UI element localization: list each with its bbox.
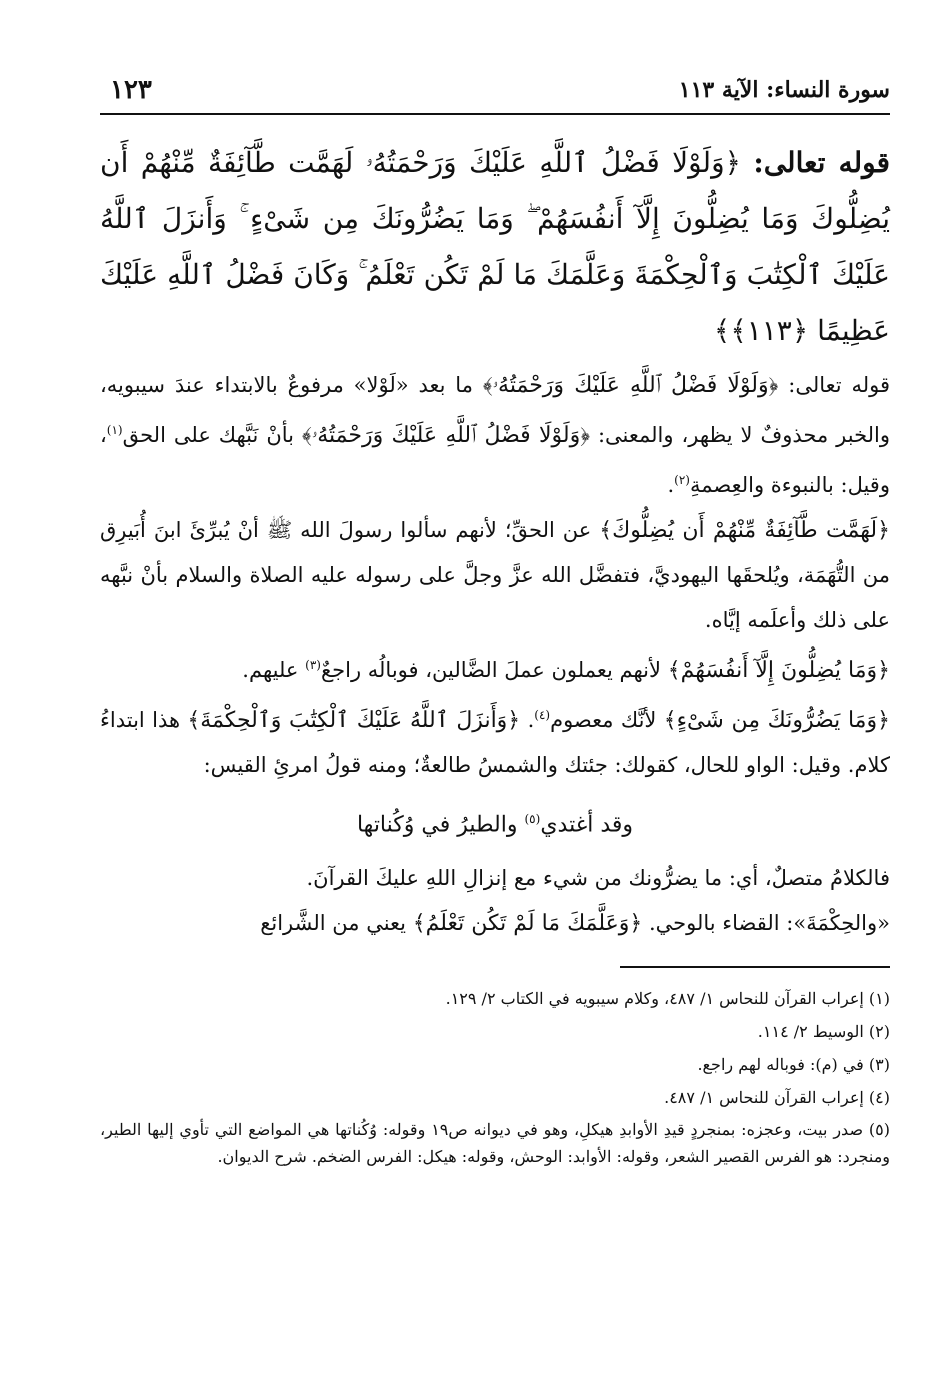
text: «والحِكْمَةَ»: القضاء بالوحي. — [648, 911, 890, 936]
footnote-ref[interactable]: (٢) — [674, 473, 690, 487]
header-rule — [100, 113, 890, 115]
quran-quote: ﴿وَأَنزَلَ ٱللَّهُ عَلَيْكَ ٱلْكِتَٰبَ وَٱلْحِكْمَةَ﴾ — [187, 708, 521, 733]
footnote-ref[interactable]: (٥) — [524, 812, 541, 826]
page — [100, 55, 890, 1170]
text: عن الحقِّ؛ لأنهم سألوا رسولَ الله ﷺ أنْ يُبرِّئَ ابنَ أُبَيرِق من التُّهَمَة، ويُلحقَها اليهوديَّ، فتفضَّل الله عزَّ وجلَّ على رسوله عليه الصلاة والسلام بأنْ نبَّهه على ذلك وأعلَمه إيَّاه. — [100, 518, 890, 632]
page-number: ١٢٣ — [110, 75, 152, 105]
quran-quote: ﴿وَمَا يُضِلُّونَ إِلَّآ أَنفُسَهُمْ﴾ — [667, 658, 890, 683]
text: لأنهم يعملون عملَ الضَّالين، فوبالُه راجعٌ — [320, 658, 661, 682]
verse-lead: قوله تعالى: — [753, 146, 890, 179]
verse-block — [100, 135, 890, 359]
paragraph-5: فالكلامُ متصلٌ، أي: ما يضرُّونك من شيء مع إنزالِ اللهِ عليكَ القرآنَ. — [306, 866, 890, 891]
paragraph-4 — [100, 693, 890, 788]
quran-quote: ﴿وَعَلَّمَكَ مَا لَمْ تَكُن تَعْلَمُ﴾ — [412, 911, 643, 937]
footnote-4: (٤) إعراب القرآن للنحاس ١/ ٤٨٧. — [664, 1088, 890, 1108]
footnote-5: (٥) صدر بيت، وعجزه: بمنجردٍ قيدِ الأوابدِ هيكلِ، وهو في ديوانه ص١٩ وقوله: وُكُناتها هي المواضع التي تأوي إليها الطير، ومنجرد: هو الفرس القصير الشعر، وقوله: الأوابد: الوحش، وقوله: هيكل: الفرس الضخم. شرح الديوان. — [100, 1120, 890, 1167]
body-text — [100, 113, 890, 946]
footnote-3: (٣) في (م): فوباله لهم راجع. — [697, 1055, 890, 1075]
text: يعني من الشَّرائع — [260, 911, 407, 936]
footnote-ref[interactable]: (٣) — [305, 658, 321, 672]
quran-quote: ﴿وَلَوْلَا فَضْلُ ٱللَّهِ عَلَيْكَ وَرَحْمَتُهُۥ﴾ — [301, 423, 590, 448]
paragraph-6 — [100, 901, 890, 946]
footnote-ref[interactable]: (٤) — [534, 708, 551, 722]
poetry-second-half: والطيرُ في وُكُناتها — [356, 812, 518, 838]
text: عليهم. — [242, 658, 299, 682]
footnotes — [100, 982, 890, 1170]
paragraph-1 — [100, 363, 890, 508]
paragraph-3 — [100, 643, 890, 693]
text: هذا ابتداءُ كلام. وقيل: الواو للحال، كقولك: جئتك والشمسُ طالعةٌ؛ ومنه قولُ امرئِ القيس: — [100, 708, 890, 777]
text: ، وقيل: بالنبوءة والعِصمةِ — [100, 423, 890, 497]
quran-quote: ﴿وَمَا يَضُرُّونَكَ مِن شَىْءٍ﴾ — [663, 708, 890, 733]
footnote-2: (٢) الوسيط ٢/ ١١٤. — [757, 1022, 890, 1042]
text: . — [667, 473, 675, 497]
text: . — [527, 708, 535, 732]
footnote-rule — [620, 966, 890, 968]
footnote-ref[interactable]: (١) — [106, 423, 123, 437]
text: ما بعد «لَوْلا» مرفوعٌ بالابتداء عندَ سيبويه، والخبر محذوفٌ لا يظهر، والمعنى: — [100, 373, 891, 447]
text: قوله تعالى: — [788, 373, 890, 397]
chapter-title: سورة النساء: الآية ١١٣ — [678, 77, 890, 103]
quran-quote: ﴿وَلَوْلَا فَضْلُ ٱللَّهِ عَلَيْكَ وَرَحْمَتُهُۥ﴾ — [482, 373, 779, 398]
paragraph-2 — [100, 508, 890, 643]
text: بأنْ نَبَّهك على الحق — [122, 423, 294, 447]
text: لأنَّك معصوم — [550, 708, 657, 732]
verse-text: ﴿وَلَوْلَا فَضْلُ ٱللَّهِ عَلَيْكَ وَرَحْمَتُهُۥ لَهَمَّت طَّآئِفَةٌ مِّنْهُمْ أَن يُضِلُّوكَ وَمَا يُضِلُّونَ إِلَّآ أَنفُسَهُمْ ۖ وَمَا يَضُرُّونَكَ مِن شَىْءٍ ۚ وَأَنزَلَ ٱللَّهُ عَلَيْكَ ٱلْكِتَٰبَ وَٱلْحِكْمَةَ وَعَلَّمَكَ مَا لَمْ تَكُن تَعْلَمُ ۚ وَكَانَ فَضْلُ ٱللَّهِ عَلَيْكَ عَظِيمًا ﴿١١٣﴾﴾ — [100, 146, 890, 347]
poetry-first-half: وقد أغتدي — [540, 812, 634, 838]
running-header — [100, 55, 890, 113]
quran-quote: ﴿لَهَمَّت طَّآئِفَةٌ مِّنْهُمْ أَن يُضِلُّوكَ﴾ — [599, 518, 891, 543]
footnote-1: (١) إعراب القرآن للنحاس ١/ ٤٨٧، وكلام سيبويه في الكتاب ٢/ ١٢٩. — [445, 989, 890, 1009]
poetry-line — [100, 792, 890, 852]
